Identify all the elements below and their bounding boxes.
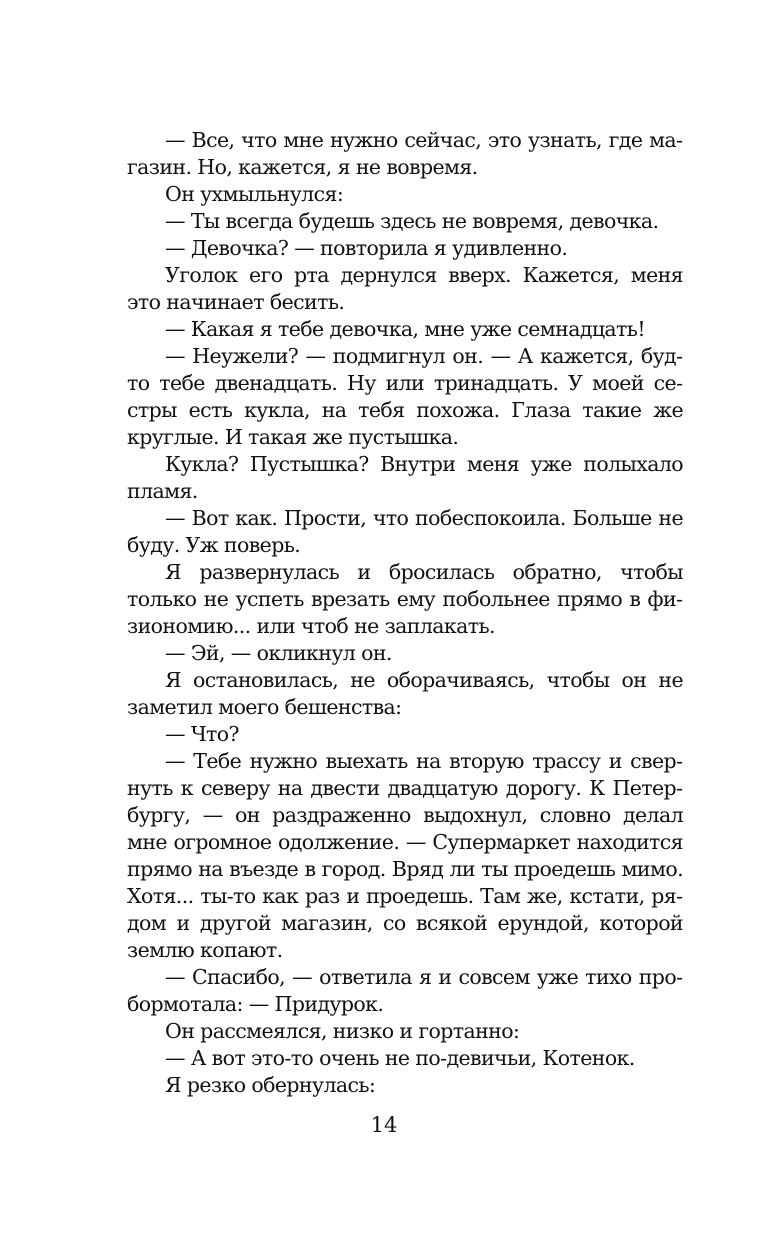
paragraph: — Вот как. Прости, что побеспокоила. Больше не буду. Уж поверь.: [127, 506, 683, 557]
paragraph: — А вот это-то очень не по-девичьи, Котенок.: [165, 1046, 635, 1070]
paragraph: — Эй, — окликнул он.: [165, 641, 392, 665]
page-body-text: [127, 127, 683, 1099]
paragraph: Он ухмыльнулся:: [165, 182, 344, 206]
paragraph: — Неужели? — подмигнул он. — А кажется, будто тебе двенадцать. Ну или тринадцать. У моей сестры есть кукла, на тебя похожа. Глаза такие же круглые. И такая же пустышка.: [127, 344, 683, 449]
paragraph: — Все, что мне нужно сейчас, это узнать, где магазин. Но, кажется, я не вовремя.: [127, 128, 683, 179]
paragraph: — Девочка? — повторила я удивленно.: [165, 236, 568, 260]
paragraph: — Спасибо, — ответила я и совсем уже тихо пробормотала: — Придурок.: [127, 965, 683, 1016]
paragraph: — Тебе нужно выехать на вторую трассу и свернуть к северу на двести двадцатую дорогу. К Петербургу, — он раздраженно выдохнул, словно делал мне огромное одолжение. — Супермаркет находится прямо на въезде в город. Вряд ли ты проедешь мимо. Хотя... ты-то как раз и проедешь. Там же, кстати, рядом и другой магазин, со всякой ерундой, которой землю копают.: [127, 749, 683, 962]
paragraph: Я развернулась и бросилась обратно, чтобы только не успеть врезать ему побольнее прямо в физиономию... или чтоб не заплакать.: [127, 560, 683, 638]
paragraph: Уголок его рта дернулся вверх. Кажется, меня это начинает бесить.: [127, 263, 683, 314]
paragraph: — Какая я тебе девочка, мне уже семнадцать!: [165, 317, 645, 341]
paragraph: — Что?: [165, 722, 239, 746]
paragraph: Я резко обернулась:: [165, 1073, 376, 1097]
paragraph: — Ты всегда будешь здесь не вовремя, девочка.: [165, 209, 659, 233]
paragraph: Он рассмеялся, низко и гортанно:: [165, 1019, 520, 1043]
page-number: 14: [370, 1113, 398, 1137]
paragraph: Кукла? Пустышка? Внутри меня уже полыхало пламя.: [127, 452, 683, 503]
paragraph: Я остановилась, не оборачиваясь, чтобы он не заметил моего бешенства:: [127, 668, 683, 719]
